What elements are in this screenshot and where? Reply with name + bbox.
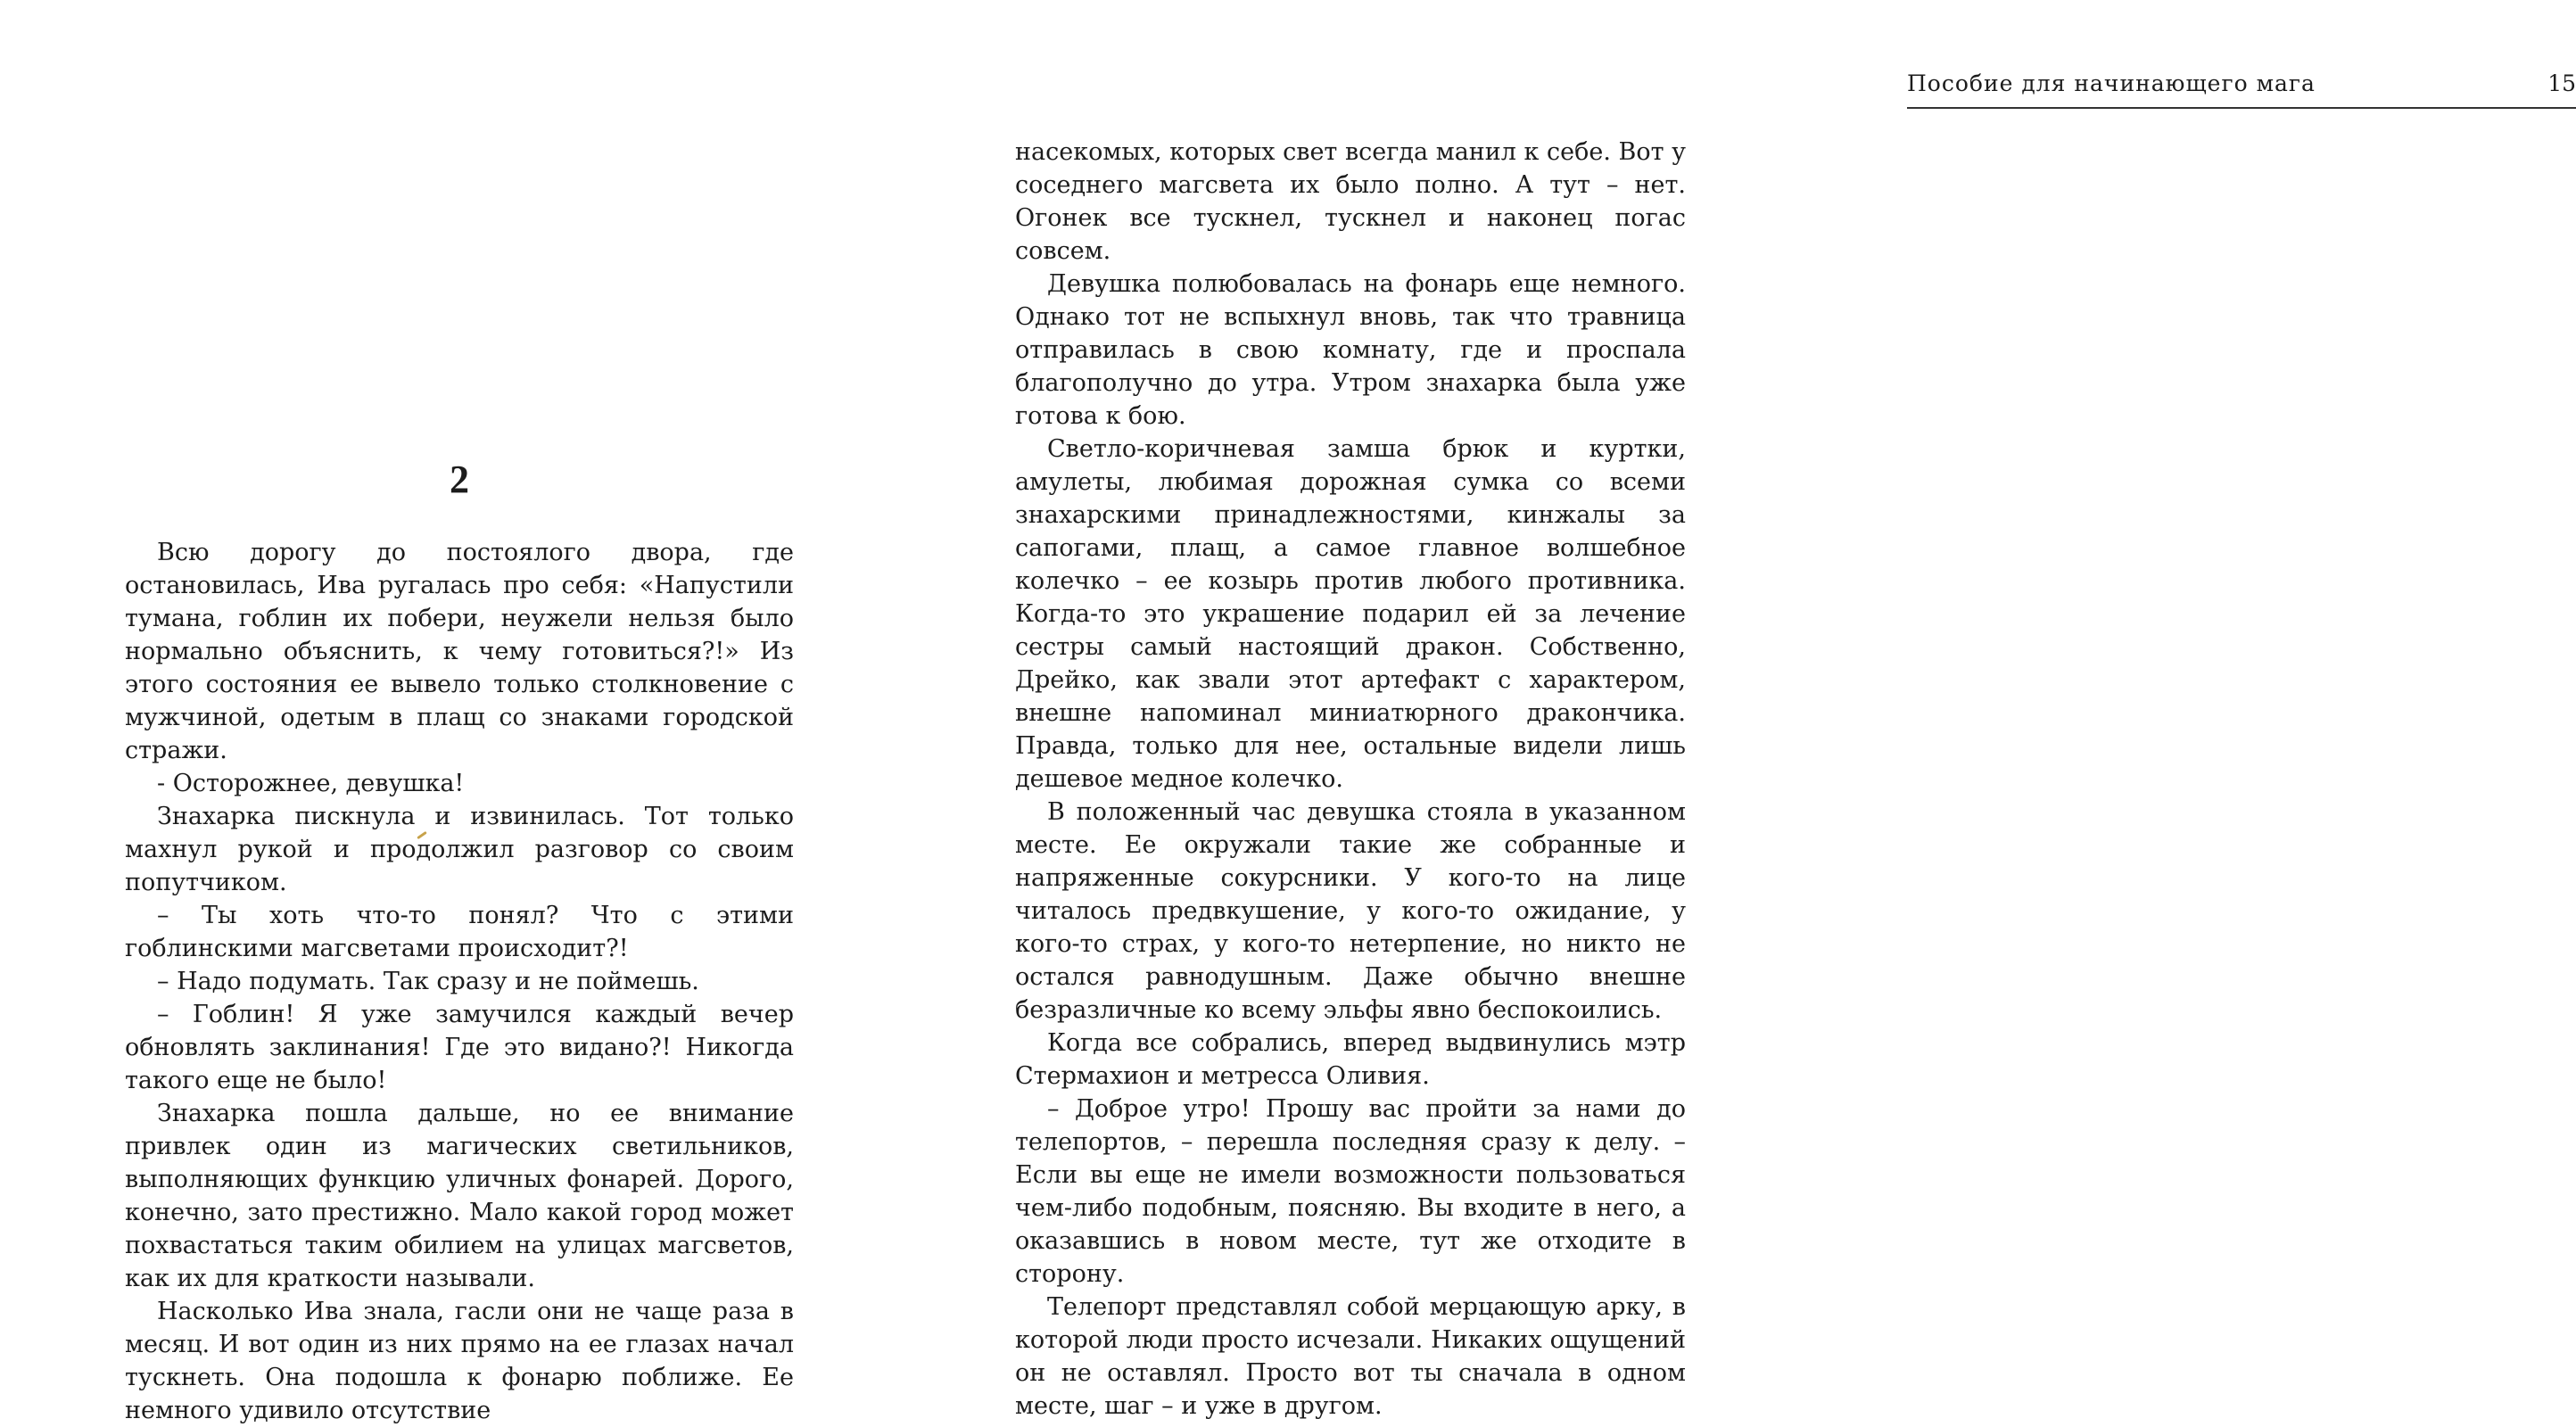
right-page-text <box>1015 136 1686 1423</box>
paragraph: Девушка полюбовалась на фонарь еще немного. Однако тот не вспыхнул вновь, так что травница отправилась в свою комнату, где и проспала благополучно до утра. Утром знахарка была уже готова к бою. <box>1015 270 1686 430</box>
chapter-number: 2 <box>450 458 469 501</box>
paragraph: Знахарка пошла дальше, но ее внимание привлек один из магических светильников, выполняющих функцию уличных фонарей. Дорого, конечно, зато престижно. Мало какой город может похвастаться таким обилием на улицах магсветов, как их для краткости называли. <box>125 1100 794 1292</box>
left-page-text <box>125 536 794 1427</box>
paragraph: Знахарка пискнула и извинилась. Тот только махнул рукой и продолжил разговор со своим попутчиком. <box>125 803 794 896</box>
paragraph: – Надо подумать. Так сразу и не поймешь. <box>157 968 699 995</box>
right-page <box>892 0 2576 1420</box>
left-page <box>0 0 892 1424</box>
page-number: 15 <box>2547 70 2576 96</box>
paragraph: – Ты хоть что-то понял? Что с этими гоблинскими магсветами происходит?! <box>125 902 794 962</box>
paragraph: Всю дорогу до постоялого двора, где остановилась, Ива ругалась про себя: «Напустили тумана, гоблин их побери, неужели нельзя было нормально объяснить, к чему готовиться?!» Из этого состояния ее вывело только столкновение с мужчиной, одетым в плащ со знаками городской стражи. <box>125 539 794 764</box>
paragraph: Телепорт представлял собой мерцающую арку, в которой люди просто исчезали. Никаких ощущений он не оставлял. Просто вот ты сначала в одном месте, шаг – и уже в другом. <box>1015 1293 1686 1420</box>
running-title: Пособие для начинающего мага <box>1907 70 2316 96</box>
paragraph: Светло-коричневая замша брюк и куртки, амулеты, любимая дорожная сумка со всеми знахарскими принадлежностями, кинжалы за сапогами, плащ, а самое главное волшебное колечко – ее козырь против любого противника. Когда-то это украшение подарил ей за лечение сестры самый настоящий дракон. Собственно, Дрейко, как звали этот артефакт с характером, внешне напоминал миниатюрного дракончика. Правда, только для нее, остальные видели лишь дешевое медное колечко. <box>1015 435 1686 793</box>
paragraph: - Осторожнее, девушка! <box>157 770 465 797</box>
paragraph: В положенный час девушка стояла в указанном месте. Ее окружали такие же собранные и напряженные сокурсники. У кого-то на лице читалось предвкушение, у кого-то ожидание, у кого-то страх, у кого-то нетерпение, но никто не остался равнодушным. Даже обычно внешне безразличные ко всему эльфы явно беспокоились. <box>1015 798 1686 1024</box>
paragraph: – Доброе утро! Прошу вас пройти за нами до телепортов, – перешла последняя сразу к делу. – Если вы еще не имели возможности пользоваться чем-либо подобным, поясняю. Вы входите в него, а оказавшись в новом месте, тут же отходите в сторону. <box>1015 1095 1686 1288</box>
running-head <box>1907 70 2576 109</box>
paragraph: Когда все собрались, вперед выдвинулись мэтр Стермахион и метресса Оливия. <box>1015 1029 1686 1090</box>
continued-paragraph: насекомых, которых свет всегда манил к себе. Вот у соседнего магсвета их было полно. А тут – нет. Огонек все тускнел, тускнел и наконец погас совсем. <box>1015 138 1686 265</box>
paragraph: Насколько Ива знала, гасли они не чаще раза в месяц. И вот один из них прямо на ее глазах начал тускнеть. Она подошла к фонарю поближе. Ее немного удивило отсутствие <box>125 1298 794 1424</box>
paragraph: – Гоблин! Я уже замучился каждый вечер обновлять заклинания! Где это видано?! Никогда такого еще не было! <box>125 1001 794 1094</box>
